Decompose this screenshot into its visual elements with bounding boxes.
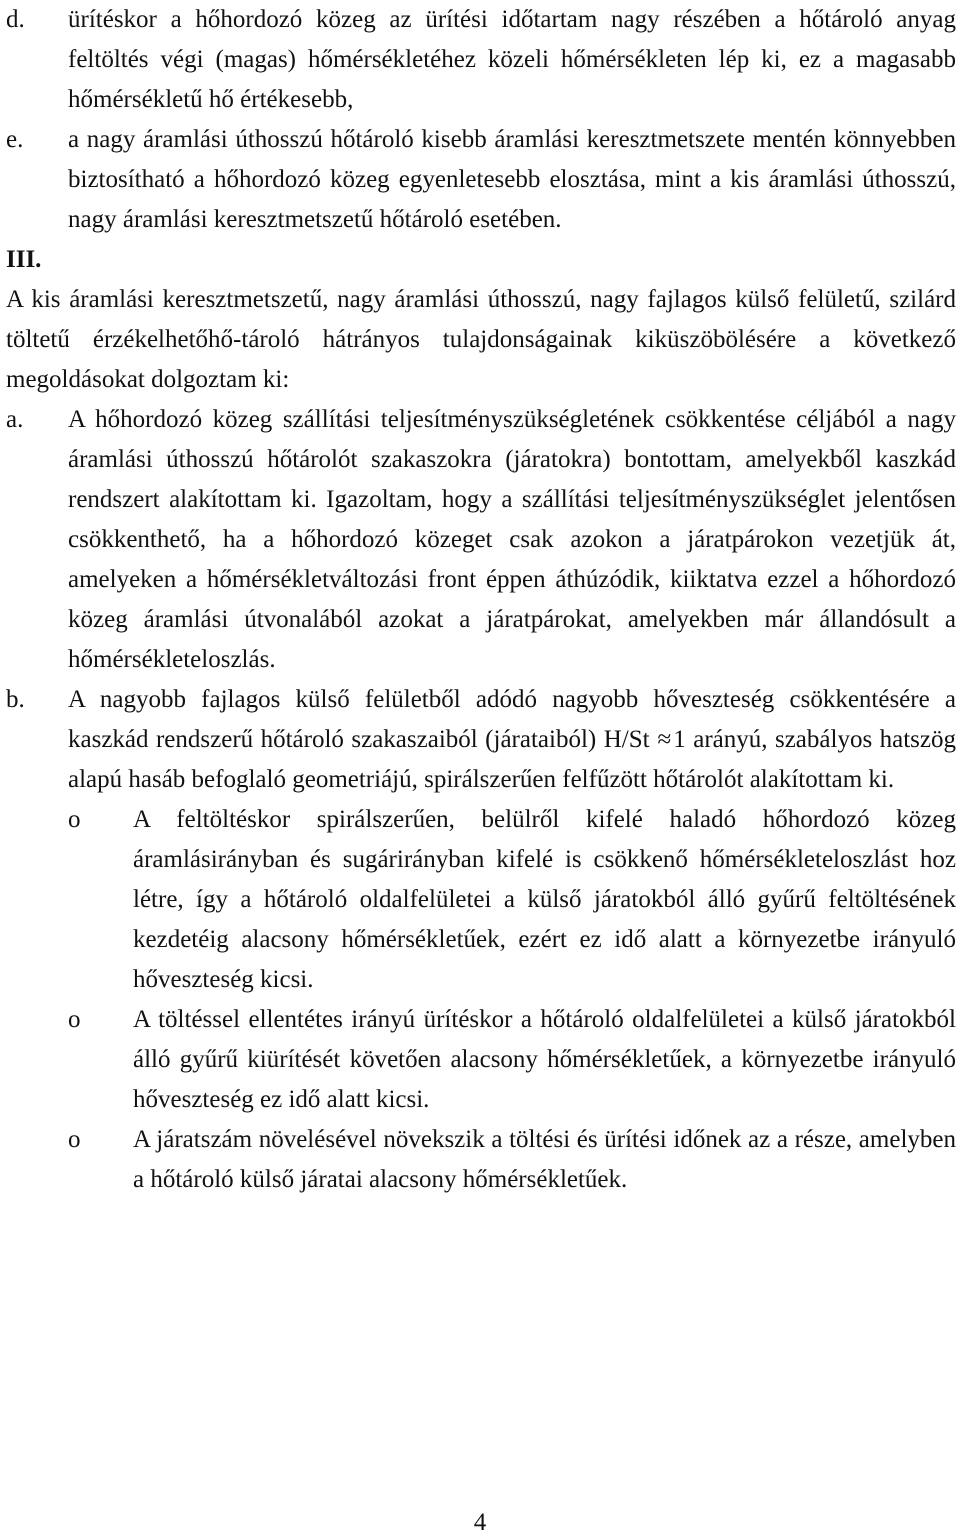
sub-item-text: A járatszám növelésével növekszik a töltési és ürítési időnek az a része, amelyben a hőtároló külső járatai alacsony hőmérsékletűek. (133, 1126, 956, 1193)
list-item-b (6, 680, 956, 800)
list-label: e. (6, 126, 24, 153)
list-item-text-before: A nagyobb fajlagos külső felületből adódó nagyobb hőveszteség csökkentésére a kaszkád rendszerű hőtároló szakaszaiból (járataiból) H/St (68, 686, 956, 753)
approx-symbol: ≈ (657, 726, 672, 753)
sub-item-3 (6, 1120, 956, 1200)
sub-item-text: A feltöltéskor spirálszerűen, belülről kifelé haladó hőhordozó közeg áramlásirányban és sugárirányban kifelé is csökkenő hőmérsékleteloszlást hoz létre, így a hőtároló oldalfelületei a külső járatokból álló gyűrű feltöltésének kezdetéig alacsony hőmérsékletűek, ezért ez idő alatt a környezetbe irányuló hőveszteség kicsi. (133, 806, 956, 993)
list-item-text: a nagy áramlási úthosszú hőtároló kisebb áramlási keresztmetszete mentén könnyebben biztosítható a hőhordozó közeg egyenletesebb elosztása, mint a kis áramlási úthosszú, nagy áramlási keresztmetszetű hőtároló esetében. (68, 126, 956, 233)
bullet-marker: o (68, 1126, 81, 1153)
bullet-marker: o (68, 1006, 81, 1033)
sub-item-2 (6, 1000, 956, 1120)
list-label: b. (6, 686, 25, 713)
list-item-e (6, 120, 956, 240)
document-page (6, 0, 956, 1200)
list-item-text-after: 1 arányú, szabályos hatszög alapú hasáb befoglaló geometriájú, spirálszerűen felfűzött hőtárolót alakítottam ki. (68, 726, 956, 793)
list-item-a (6, 400, 956, 680)
list-item-d (6, 0, 956, 120)
section-intro-paragraph: A kis áramlási keresztmetszetű, nagy áramlási úthosszú, nagy fajlagos külső felületű, szilárd töltetű érzékelhetőhő-tároló hátrányos tulajdonságainak kiküszöbölésére a következő megoldásokat dolgoztam ki: (6, 286, 956, 393)
sub-item-1 (6, 800, 956, 1000)
bullet-marker: o (68, 806, 81, 833)
list-item-text: A hőhordozó közeg szállítási teljesítményszükségletének csökkentése céljából a nagy áramlási úthosszú hőtárolót szakaszokra (járatokra) bontottam, amelyekből kaszkád rendszert alakítottam ki. Igazoltam, hogy a szállítási teljesítményszükséglet jelentősen csökkenthető, ha a hőhordozó közeget csak azokon a járatpárokon vezetjük át, amelyeken a hőmérsékletváltozási front éppen áthúzódik, kiiktatva ezzel a hőhordozó közeg áramlási útvonalából azokat a járatpárokat, amelyekben már állandósult a hőmérsékleteloszlás. (68, 406, 956, 673)
page-number: 4 (473, 1509, 487, 1536)
sub-item-text: A töltéssel ellentétes irányú ürítéskor a hőtároló oldalfelületei a külső járatokból álló gyűrű kiürítését követően alacsony hőmérsékletűek, a környezetbe irányuló hőveszteség ez idő alatt kicsi. (133, 1006, 956, 1113)
section-heading: III. (6, 246, 42, 273)
list-label: a. (6, 406, 24, 433)
list-label: d. (6, 6, 25, 33)
list-item-text: ürítéskor a hőhordozó közeg az ürítési időtartam nagy részében a hőtároló anyag feltöltés végi (magas) hőmérsékletéhez közeli hőmérsékleten lép ki, ez a magasabb hőmérsékletű hő értékesebb, (68, 6, 956, 113)
